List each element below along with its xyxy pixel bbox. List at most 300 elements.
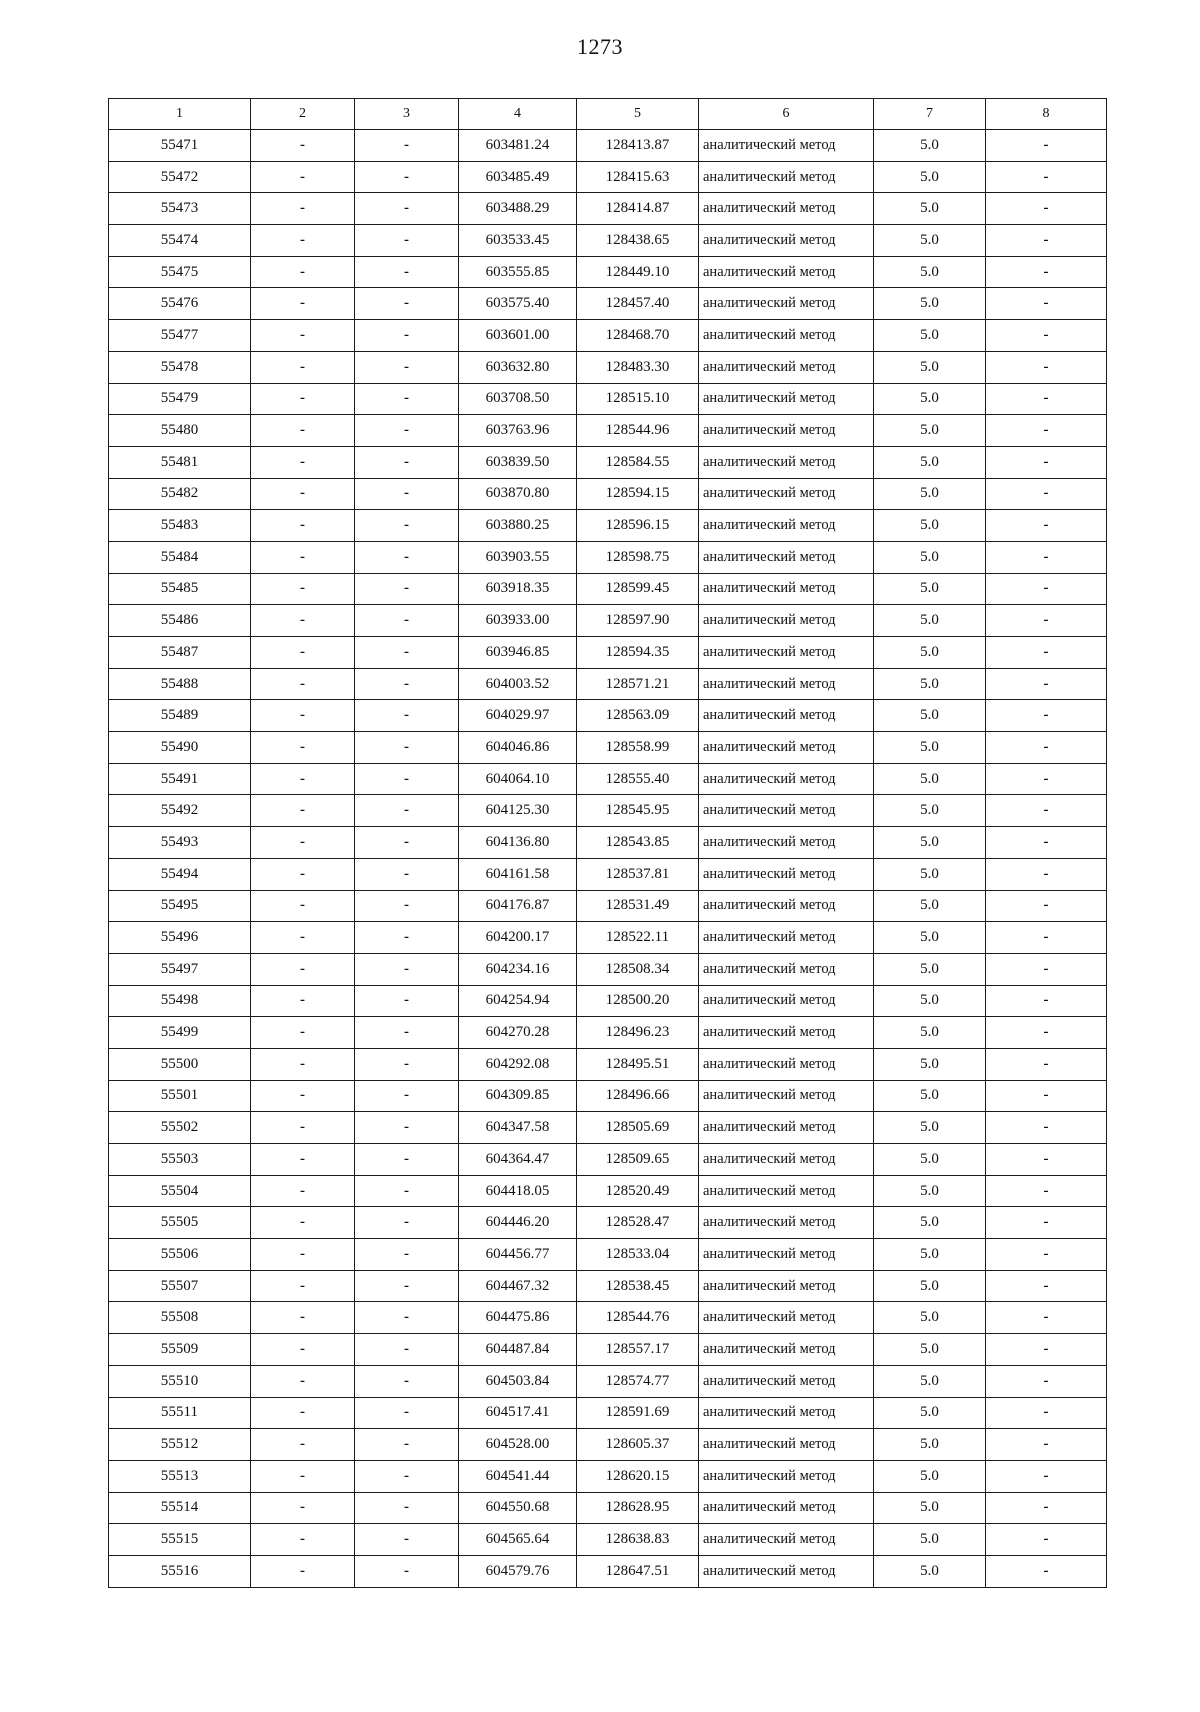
table-cell-col-1: 55487: [109, 637, 251, 669]
table-cell-col-5: 128594.35: [577, 637, 699, 669]
table-cell-col-3: -: [355, 415, 459, 447]
table-cell-col-2: -: [251, 1429, 355, 1461]
table-cell-col-2: -: [251, 985, 355, 1017]
table-cell-col-3: -: [355, 858, 459, 890]
table-cell-col-4: 604475.86: [459, 1302, 577, 1334]
table-row: [109, 415, 1107, 447]
table-cell-col-7: 5.0: [874, 573, 986, 605]
table-cell-col-6: аналитический метод: [699, 985, 874, 1017]
coordinates-table-container: [108, 98, 1106, 1588]
table-cell-col-7: 5.0: [874, 1207, 986, 1239]
table-row: [109, 1429, 1107, 1461]
table-cell-col-2: -: [251, 1524, 355, 1556]
table-cell-col-6: аналитический метод: [699, 1397, 874, 1429]
table-cell-col-3: -: [355, 1397, 459, 1429]
table-cell-col-6: аналитический метод: [699, 383, 874, 415]
table-cell-col-3: -: [355, 1175, 459, 1207]
table-cell-col-6: аналитический метод: [699, 510, 874, 542]
table-row: [109, 573, 1107, 605]
table-row: [109, 1302, 1107, 1334]
table-row: [109, 193, 1107, 225]
table-cell-col-1: 55484: [109, 541, 251, 573]
table-cell-col-5: 128596.15: [577, 510, 699, 542]
table-cell-col-5: 128515.10: [577, 383, 699, 415]
table-cell-col-8: -: [986, 351, 1107, 383]
table-cell-col-4: 604347.58: [459, 1112, 577, 1144]
table-cell-col-8: -: [986, 510, 1107, 542]
column-header-6: 6: [699, 99, 874, 130]
table-cell-col-1: 55492: [109, 795, 251, 827]
table-cell-col-7: 5.0: [874, 1524, 986, 1556]
table-cell-col-7: 5.0: [874, 890, 986, 922]
table-cell-col-7: 5.0: [874, 700, 986, 732]
table-cell-col-4: 603533.45: [459, 225, 577, 257]
table-cell-col-7: 5.0: [874, 1334, 986, 1366]
table-cell-col-1: 55510: [109, 1365, 251, 1397]
table-cell-col-8: -: [986, 605, 1107, 637]
table-cell-col-6: аналитический метод: [699, 1555, 874, 1587]
table-cell-col-3: -: [355, 320, 459, 352]
table-row: [109, 732, 1107, 764]
table-cell-col-7: 5.0: [874, 351, 986, 383]
table-cell-col-5: 128544.76: [577, 1302, 699, 1334]
table-cell-col-8: -: [986, 193, 1107, 225]
table-cell-col-8: -: [986, 1460, 1107, 1492]
table-cell-col-2: -: [251, 1555, 355, 1587]
table-cell-col-4: 603601.00: [459, 320, 577, 352]
table-cell-col-1: 55512: [109, 1429, 251, 1461]
table-body: [109, 130, 1107, 1588]
table-cell-col-1: 55480: [109, 415, 251, 447]
table-row: [109, 1239, 1107, 1271]
table-cell-col-3: -: [355, 1080, 459, 1112]
table-cell-col-5: 128557.17: [577, 1334, 699, 1366]
table-row: [109, 922, 1107, 954]
table-cell-col-8: -: [986, 161, 1107, 193]
table-cell-col-4: 604029.97: [459, 700, 577, 732]
table-cell-col-4: 604309.85: [459, 1080, 577, 1112]
table-cell-col-1: 55496: [109, 922, 251, 954]
table-row: [109, 1270, 1107, 1302]
table-cell-col-3: -: [355, 1460, 459, 1492]
table-cell-col-1: 55491: [109, 763, 251, 795]
table-cell-col-2: -: [251, 1460, 355, 1492]
table-cell-col-6: аналитический метод: [699, 668, 874, 700]
table-cell-col-3: -: [355, 985, 459, 1017]
table-cell-col-5: 128538.45: [577, 1270, 699, 1302]
table-cell-col-8: -: [986, 320, 1107, 352]
table-row: [109, 1555, 1107, 1587]
table-cell-col-7: 5.0: [874, 1112, 986, 1144]
table-row: [109, 225, 1107, 257]
table-cell-col-3: -: [355, 1334, 459, 1366]
table-cell-col-4: 603485.49: [459, 161, 577, 193]
coordinates-table: [108, 98, 1107, 1588]
table-cell-col-7: 5.0: [874, 1175, 986, 1207]
table-cell-col-4: 604234.16: [459, 953, 577, 985]
table-cell-col-3: -: [355, 1365, 459, 1397]
table-cell-col-6: аналитический метод: [699, 1207, 874, 1239]
table-row: [109, 510, 1107, 542]
table-cell-col-6: аналитический метод: [699, 890, 874, 922]
table-cell-col-4: 604064.10: [459, 763, 577, 795]
table-cell-col-1: 55513: [109, 1460, 251, 1492]
table-cell-col-5: 128620.15: [577, 1460, 699, 1492]
table-cell-col-6: аналитический метод: [699, 1144, 874, 1176]
table-cell-col-8: -: [986, 573, 1107, 605]
table-cell-col-3: -: [355, 922, 459, 954]
table-cell-col-6: аналитический метод: [699, 256, 874, 288]
table-cell-col-2: -: [251, 1492, 355, 1524]
table-cell-col-1: 55472: [109, 161, 251, 193]
table-cell-col-5: 128500.20: [577, 985, 699, 1017]
table-cell-col-5: 128449.10: [577, 256, 699, 288]
table-cell-col-4: 604528.00: [459, 1429, 577, 1461]
table-cell-col-6: аналитический метод: [699, 700, 874, 732]
table-cell-col-7: 5.0: [874, 541, 986, 573]
table-cell-col-4: 603946.85: [459, 637, 577, 669]
table-cell-col-8: -: [986, 795, 1107, 827]
table-cell-col-8: -: [986, 858, 1107, 890]
table-row: [109, 1334, 1107, 1366]
table-cell-col-4: 604003.52: [459, 668, 577, 700]
table-cell-col-1: 55501: [109, 1080, 251, 1112]
table-cell-col-6: аналитический метод: [699, 1175, 874, 1207]
table-cell-col-8: -: [986, 1429, 1107, 1461]
table-cell-col-4: 604364.47: [459, 1144, 577, 1176]
table-cell-col-5: 128528.47: [577, 1207, 699, 1239]
table-cell-col-2: -: [251, 858, 355, 890]
table-cell-col-8: -: [986, 1207, 1107, 1239]
table-cell-col-2: -: [251, 922, 355, 954]
table-cell-col-3: -: [355, 130, 459, 162]
table-cell-col-5: 128571.21: [577, 668, 699, 700]
table-cell-col-8: -: [986, 1492, 1107, 1524]
table-cell-col-8: -: [986, 1524, 1107, 1556]
table-cell-col-6: аналитический метод: [699, 225, 874, 257]
table-cell-col-5: 128537.81: [577, 858, 699, 890]
table-cell-col-7: 5.0: [874, 668, 986, 700]
table-cell-col-8: -: [986, 1302, 1107, 1334]
table-header: [109, 99, 1107, 130]
table-cell-col-6: аналитический метод: [699, 415, 874, 447]
table-cell-col-1: 55474: [109, 225, 251, 257]
table-cell-col-8: -: [986, 1017, 1107, 1049]
table-row: [109, 953, 1107, 985]
table-cell-col-1: 55475: [109, 256, 251, 288]
table-cell-col-8: -: [986, 1365, 1107, 1397]
table-cell-col-5: 128584.55: [577, 446, 699, 478]
table-cell-col-5: 128531.49: [577, 890, 699, 922]
table-cell-col-3: -: [355, 1429, 459, 1461]
table-cell-col-5: 128558.99: [577, 732, 699, 764]
table-cell-col-3: -: [355, 446, 459, 478]
table-row: [109, 161, 1107, 193]
table-cell-col-2: -: [251, 605, 355, 637]
table-cell-col-5: 128598.75: [577, 541, 699, 573]
table-cell-col-4: 603918.35: [459, 573, 577, 605]
table-cell-col-3: -: [355, 700, 459, 732]
table-cell-col-1: 55476: [109, 288, 251, 320]
table-cell-col-7: 5.0: [874, 478, 986, 510]
column-header-8: 8: [986, 99, 1107, 130]
table-cell-col-6: аналитический метод: [699, 446, 874, 478]
table-cell-col-6: аналитический метод: [699, 541, 874, 573]
table-cell-col-7: 5.0: [874, 1239, 986, 1271]
table-cell-col-7: 5.0: [874, 193, 986, 225]
table-cell-col-4: 603880.25: [459, 510, 577, 542]
table-cell-col-1: 55471: [109, 130, 251, 162]
table-cell-col-8: -: [986, 1048, 1107, 1080]
table-cell-col-7: 5.0: [874, 1270, 986, 1302]
table-cell-col-3: -: [355, 1017, 459, 1049]
table-cell-col-8: -: [986, 700, 1107, 732]
table-cell-col-2: -: [251, 668, 355, 700]
table-cell-col-4: 604446.20: [459, 1207, 577, 1239]
table-cell-col-3: -: [355, 351, 459, 383]
table-cell-col-6: аналитический метод: [699, 351, 874, 383]
table-cell-col-5: 128413.87: [577, 130, 699, 162]
table-cell-col-3: -: [355, 510, 459, 542]
table-cell-col-8: -: [986, 130, 1107, 162]
table-cell-col-7: 5.0: [874, 1429, 986, 1461]
table-row: [109, 1112, 1107, 1144]
table-row: [109, 478, 1107, 510]
table-cell-col-7: 5.0: [874, 383, 986, 415]
table-cell-col-6: аналитический метод: [699, 1239, 874, 1271]
table-cell-col-6: аналитический метод: [699, 827, 874, 859]
table-cell-col-4: 603708.50: [459, 383, 577, 415]
table-row: [109, 1175, 1107, 1207]
table-row: [109, 827, 1107, 859]
table-cell-col-5: 128594.15: [577, 478, 699, 510]
table-cell-col-5: 128457.40: [577, 288, 699, 320]
table-cell-col-1: 55481: [109, 446, 251, 478]
table-cell-col-1: 55493: [109, 827, 251, 859]
table-cell-col-2: -: [251, 700, 355, 732]
table-cell-col-4: 604467.32: [459, 1270, 577, 1302]
table-cell-col-1: 55516: [109, 1555, 251, 1587]
table-cell-col-5: 128495.51: [577, 1048, 699, 1080]
table-cell-col-8: -: [986, 953, 1107, 985]
table-cell-col-7: 5.0: [874, 922, 986, 954]
column-header-3: 3: [355, 99, 459, 130]
table-cell-col-2: -: [251, 573, 355, 605]
table-cell-col-7: 5.0: [874, 1302, 986, 1334]
table-cell-col-3: -: [355, 953, 459, 985]
table-cell-col-1: 55479: [109, 383, 251, 415]
table-cell-col-4: 604270.28: [459, 1017, 577, 1049]
table-cell-col-2: -: [251, 193, 355, 225]
table-cell-col-8: -: [986, 446, 1107, 478]
table-cell-col-1: 55477: [109, 320, 251, 352]
table-cell-col-4: 603632.80: [459, 351, 577, 383]
table-cell-col-1: 55511: [109, 1397, 251, 1429]
table-cell-col-7: 5.0: [874, 953, 986, 985]
table-cell-col-6: аналитический метод: [699, 858, 874, 890]
table-cell-col-5: 128415.63: [577, 161, 699, 193]
table-cell-col-4: 604565.64: [459, 1524, 577, 1556]
table-row: [109, 320, 1107, 352]
table-cell-col-1: 55515: [109, 1524, 251, 1556]
table-row: [109, 1492, 1107, 1524]
table-row: [109, 541, 1107, 573]
table-cell-col-3: -: [355, 668, 459, 700]
table-row: [109, 1048, 1107, 1080]
table-cell-col-7: 5.0: [874, 1017, 986, 1049]
table-cell-col-8: -: [986, 1175, 1107, 1207]
table-cell-col-7: 5.0: [874, 130, 986, 162]
table-cell-col-2: -: [251, 320, 355, 352]
table-cell-col-6: аналитический метод: [699, 732, 874, 764]
table-cell-col-3: -: [355, 763, 459, 795]
table-cell-col-2: -: [251, 1175, 355, 1207]
table-cell-col-8: -: [986, 415, 1107, 447]
table-cell-col-4: 603555.85: [459, 256, 577, 288]
table-cell-col-3: -: [355, 1270, 459, 1302]
table-cell-col-4: 603870.80: [459, 478, 577, 510]
table-cell-col-5: 128563.09: [577, 700, 699, 732]
table-cell-col-4: 603763.96: [459, 415, 577, 447]
table-cell-col-5: 128483.30: [577, 351, 699, 383]
table-cell-col-1: 55505: [109, 1207, 251, 1239]
table-cell-col-8: -: [986, 478, 1107, 510]
table-cell-col-7: 5.0: [874, 415, 986, 447]
table-cell-col-2: -: [251, 732, 355, 764]
table-row: [109, 858, 1107, 890]
table-cell-col-6: аналитический метод: [699, 1460, 874, 1492]
column-header-2: 2: [251, 99, 355, 130]
table-cell-col-5: 128628.95: [577, 1492, 699, 1524]
table-cell-col-6: аналитический метод: [699, 1048, 874, 1080]
table-cell-col-2: -: [251, 1112, 355, 1144]
table-cell-col-6: аналитический метод: [699, 1492, 874, 1524]
table-cell-col-8: -: [986, 541, 1107, 573]
table-cell-col-4: 603839.50: [459, 446, 577, 478]
table-row: [109, 1365, 1107, 1397]
table-cell-col-1: 55508: [109, 1302, 251, 1334]
table-cell-col-7: 5.0: [874, 256, 986, 288]
table-cell-col-4: 604550.68: [459, 1492, 577, 1524]
table-cell-col-8: -: [986, 922, 1107, 954]
table-row: [109, 446, 1107, 478]
table-cell-col-6: аналитический метод: [699, 637, 874, 669]
table-cell-col-7: 5.0: [874, 510, 986, 542]
table-cell-col-3: -: [355, 541, 459, 573]
table-cell-col-2: -: [251, 795, 355, 827]
table-cell-col-1: 55485: [109, 573, 251, 605]
table-cell-col-6: аналитический метод: [699, 288, 874, 320]
table-cell-col-2: -: [251, 1080, 355, 1112]
table-cell-col-7: 5.0: [874, 1460, 986, 1492]
table-cell-col-5: 128543.85: [577, 827, 699, 859]
table-cell-col-8: -: [986, 1144, 1107, 1176]
table-cell-col-2: -: [251, 510, 355, 542]
table-cell-col-1: 55507: [109, 1270, 251, 1302]
table-row: [109, 700, 1107, 732]
table-cell-col-3: -: [355, 890, 459, 922]
table-cell-col-7: 5.0: [874, 985, 986, 1017]
table-cell-col-3: -: [355, 256, 459, 288]
table-cell-col-8: -: [986, 1555, 1107, 1587]
table-cell-col-6: аналитический метод: [699, 763, 874, 795]
table-cell-col-5: 128533.04: [577, 1239, 699, 1271]
table-cell-col-1: 55494: [109, 858, 251, 890]
table-cell-col-7: 5.0: [874, 827, 986, 859]
table-cell-col-1: 55502: [109, 1112, 251, 1144]
table-cell-col-2: -: [251, 637, 355, 669]
table-cell-col-5: 128438.65: [577, 225, 699, 257]
table-cell-col-5: 128508.34: [577, 953, 699, 985]
table-row: [109, 1144, 1107, 1176]
table-cell-col-1: 55488: [109, 668, 251, 700]
table-cell-col-3: -: [355, 1048, 459, 1080]
table-cell-col-5: 128647.51: [577, 1555, 699, 1587]
table-row: [109, 256, 1107, 288]
table-cell-col-3: -: [355, 795, 459, 827]
table-cell-col-5: 128496.23: [577, 1017, 699, 1049]
column-header-4: 4: [459, 99, 577, 130]
table-cell-col-2: -: [251, 1397, 355, 1429]
table-cell-col-4: 604456.77: [459, 1239, 577, 1271]
table-cell-col-6: аналитический метод: [699, 922, 874, 954]
table-cell-col-6: аналитический метод: [699, 161, 874, 193]
table-cell-col-5: 128544.96: [577, 415, 699, 447]
table-cell-col-6: аналитический метод: [699, 1080, 874, 1112]
table-cell-col-2: -: [251, 890, 355, 922]
table-cell-col-8: -: [986, 288, 1107, 320]
table-cell-col-3: -: [355, 383, 459, 415]
table-cell-col-3: -: [355, 193, 459, 225]
table-cell-col-3: -: [355, 637, 459, 669]
table-cell-col-4: 604292.08: [459, 1048, 577, 1080]
header-row: [109, 99, 1107, 130]
table-cell-col-1: 55486: [109, 605, 251, 637]
table-cell-col-8: -: [986, 985, 1107, 1017]
table-cell-col-2: -: [251, 1302, 355, 1334]
table-cell-col-5: 128605.37: [577, 1429, 699, 1461]
table-cell-col-3: -: [355, 1207, 459, 1239]
table-cell-col-7: 5.0: [874, 763, 986, 795]
table-cell-col-5: 128555.40: [577, 763, 699, 795]
table-cell-col-5: 128638.83: [577, 1524, 699, 1556]
table-cell-col-2: -: [251, 383, 355, 415]
table-cell-col-8: -: [986, 256, 1107, 288]
table-cell-col-1: 55500: [109, 1048, 251, 1080]
table-cell-col-6: аналитический метод: [699, 1429, 874, 1461]
table-cell-col-5: 128414.87: [577, 193, 699, 225]
table-cell-col-2: -: [251, 827, 355, 859]
table-cell-col-8: -: [986, 890, 1107, 922]
table-cell-col-1: 55503: [109, 1144, 251, 1176]
table-cell-col-4: 604254.94: [459, 985, 577, 1017]
table-cell-col-1: 55490: [109, 732, 251, 764]
table-cell-col-6: аналитический метод: [699, 953, 874, 985]
table-cell-col-7: 5.0: [874, 1144, 986, 1176]
table-cell-col-6: аналитический метод: [699, 320, 874, 352]
table-cell-col-6: аналитический метод: [699, 795, 874, 827]
table-cell-col-5: 128597.90: [577, 605, 699, 637]
table-cell-col-4: 603903.55: [459, 541, 577, 573]
table-cell-col-4: 604200.17: [459, 922, 577, 954]
table-cell-col-1: 55509: [109, 1334, 251, 1366]
table-cell-col-3: -: [355, 1524, 459, 1556]
table-cell-col-6: аналитический метод: [699, 573, 874, 605]
table-cell-col-2: -: [251, 1239, 355, 1271]
table-cell-col-3: -: [355, 161, 459, 193]
table-row: [109, 795, 1107, 827]
table-cell-col-2: -: [251, 130, 355, 162]
